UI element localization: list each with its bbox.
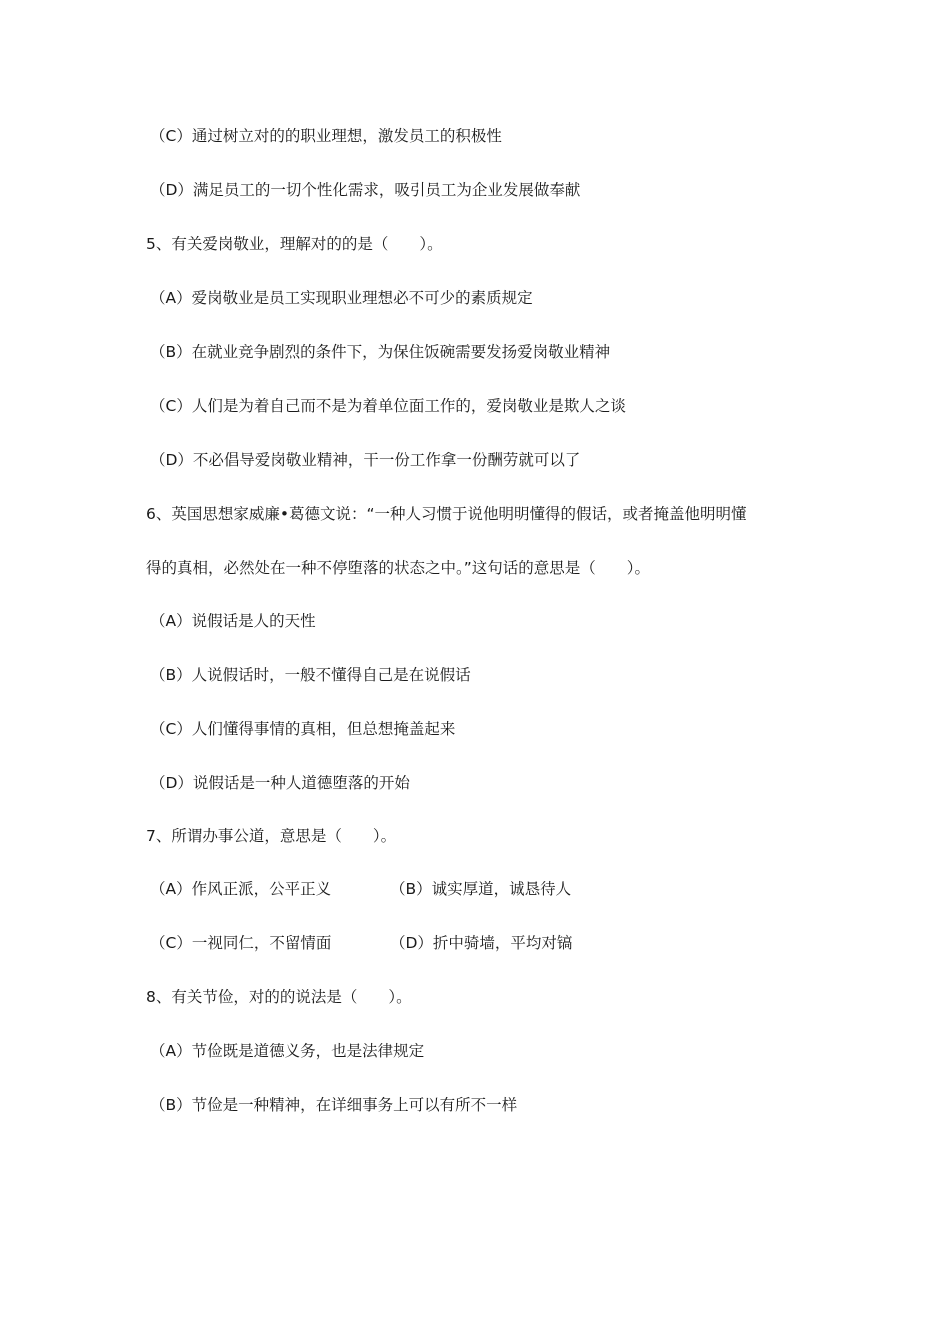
q6-option-c: （C）人们懂得事情的真相，但总想掩盖起来: [150, 720, 456, 738]
q5-option-d: （D）不必倡导爱岗敬业精神，干一份工作拿一份酬劳就可以了: [150, 451, 581, 469]
q5-question: 5、有关爱岗敬业，理解对的的是（ ）。: [146, 235, 443, 253]
q7-option-c: （C）一视同仁，不留情面: [150, 934, 332, 952]
q7-options-row2: [150, 932, 573, 954]
q7-question: 7、所谓办事公道，意思是（ ）。: [146, 827, 397, 845]
q8-question: 8、有关节俭，对的的说法是（ ）。: [146, 988, 412, 1006]
q4-option-c: （C）通过树立对的的职业理想，激发员工的积极性: [150, 127, 502, 145]
q6-question-line2: 得的真相，必然处在一种不停堕落的状态之中。”这句话的意思是（ ）。: [146, 559, 651, 577]
q6-option-d: （D）说假话是一种人道德堕落的开始: [150, 774, 410, 792]
q7-options-row1: [150, 878, 572, 900]
q5-option-c: （C）人们是为着自己而不是为着单位面工作的，爱岗敬业是欺人之谈: [150, 397, 626, 415]
q5-option-b: （B）在就业竞争剧烈的条件下，为保住饭碗需要发扬爱岗敬业精神: [150, 343, 611, 361]
q8-option-a: （A）节俭既是道德义务，也是法律规定: [150, 1042, 425, 1060]
q6-option-b: （B）人说假话时，一般不懂得自己是在说假话: [150, 666, 471, 684]
q4-option-d: （D）满足员工的一切个性化需求，吸引员工为企业发展做奉献: [150, 181, 581, 199]
q6-question-line1: 6、英国思想家威廉•葛德文说：“一种人习惯于说他明明懂得的假话，或者掩盖他明明懂: [146, 505, 747, 523]
q6-option-a: （A）说假话是人的天性: [150, 612, 316, 630]
q8-option-b: （B）节俭是一种精神，在详细事务上可以有所不一样: [150, 1096, 518, 1114]
q7-option-a: （A）作风正派，公平正义: [150, 880, 332, 898]
q7-option-d: （D）折中骑墙，平均对镐: [390, 934, 573, 952]
q7-option-b: （B）诚实厚道，诚恳待人: [390, 880, 572, 898]
q5-option-a: （A）爱岗敬业是员工实现职业理想必不可少的素质规定: [150, 289, 533, 307]
